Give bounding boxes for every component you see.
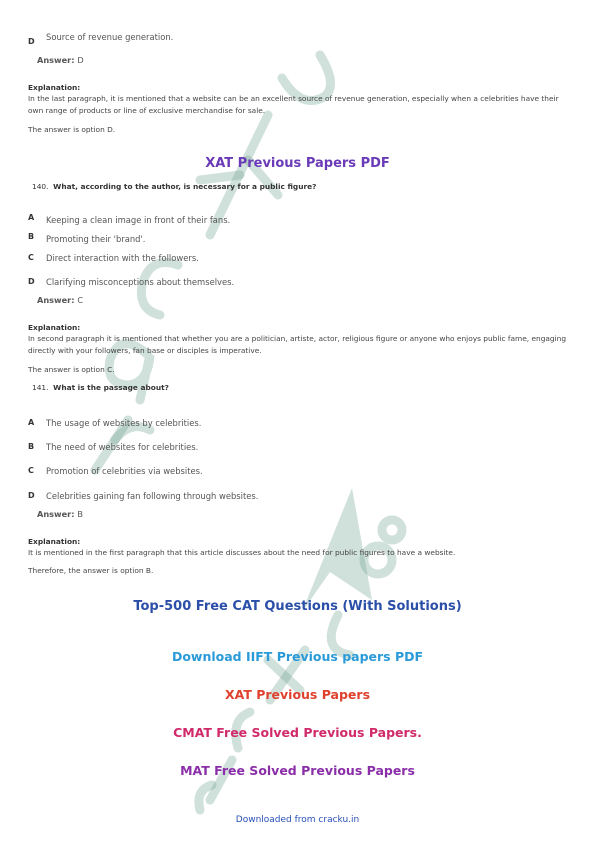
option-text: The usage of websites by celebrities. [46,418,202,428]
answer-value: C [77,295,84,305]
option-letter: A [28,213,35,222]
question-number: 140. [32,182,49,191]
iift-papers-pdf-link[interactable]: Download IIFT Previous papers PDF [171,649,424,664]
option-letter: B [28,442,35,451]
question-text: What is the passage about? [53,383,169,392]
xat-papers-link[interactable]: XAT Previous Papers [224,687,371,702]
footer-link[interactable]: Downloaded from cracku.in [235,815,360,825]
option-letter: D [28,491,35,500]
option-text: Keeping a clean image in front of their fans. [46,215,231,225]
question-text: What, according to the author, is necessary for a public figure? [53,182,317,191]
xat-papers-pdf-link[interactable]: XAT Previous Papers PDF [205,156,390,171]
option-letter: C [28,253,34,262]
question-141 [32,383,169,392]
option-letter: B [28,232,35,241]
option-letter: D [28,277,35,286]
question-140 [32,182,316,191]
option-letter: D [28,37,35,46]
explanation-text: It is mentioned in the first paragraph that this article discusses about the need for public figures to have a website. [28,548,456,557]
option-text: Direct interaction with the followers. [46,253,199,263]
option-letter: A [28,418,35,427]
answer-label: Answer: [37,55,75,65]
explanation-label: Explanation: [28,323,81,332]
answer-label: Answer: [37,509,75,519]
option-text: Promotion of celebrities via websites. [46,466,203,476]
top-500-cat-questions-link[interactable]: Top-500 Free CAT Questions (With Solutions) [133,599,462,614]
explanation-label: Explanation: [28,537,81,546]
explanation-conclusion: The answer is option D. [28,125,116,134]
answer-line [37,55,84,65]
option-text: Clarifying misconceptions about themselves. [46,277,235,287]
answer-line [37,295,83,305]
answer-line [37,509,83,519]
cmat-papers-link[interactable]: CMAT Free Solved Previous Papers. [173,725,422,740]
explanation-text: In the last paragraph, it is mentioned that a website can be an excellent source of revenue generation, especially when a celebrities have their own range of products or line of exclusive merchandise for sale. [28,94,559,115]
answer-label: Answer: [37,295,75,305]
explanation-conclusion: The answer is option C. [28,365,115,374]
option-text: Celebrities gaining fan following through websites. [46,491,259,501]
option-text: Source of revenue generation. [46,32,174,42]
option-letter: C [28,466,34,475]
answer-value: D [77,55,84,65]
question-number: 141. [32,383,49,392]
option-text: Promoting their 'brand'. [46,234,146,244]
explanation-text: In second paragraph it is mentioned that whether you are a politician, artiste, actor, religious figure or anyone who enjoys public fame, engaging directly with your followers, fan base or disciples is imperative. [28,334,567,355]
explanation-conclusion: Therefore, the answer is option B. [28,566,154,575]
answer-value: B [77,509,83,519]
option-text: The need of websites for celebrities. [46,442,199,452]
explanation-label: Explanation: [28,83,81,92]
mat-papers-link[interactable]: MAT Free Solved Previous Papers [180,763,415,778]
